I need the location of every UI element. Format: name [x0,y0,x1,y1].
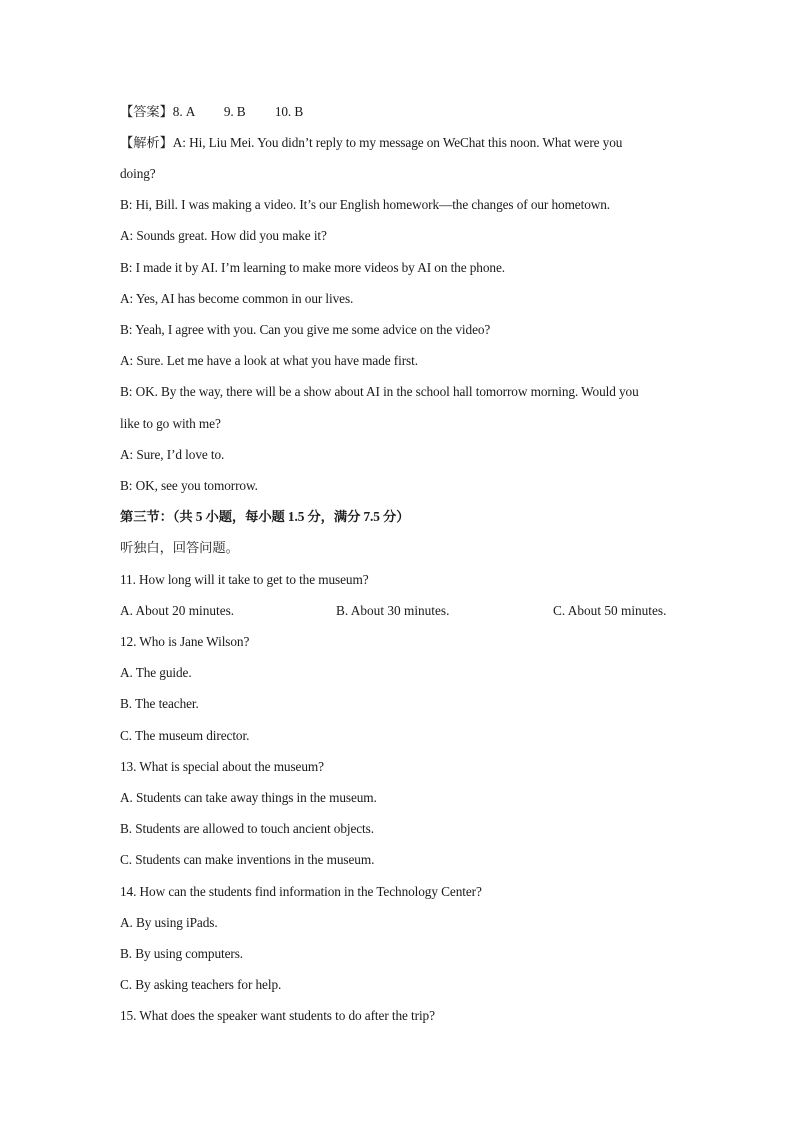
dialogue-line: doing? [120,166,156,181]
section-instruction: 听独白，回答问题。 [120,540,239,555]
option-b: B. About 30 minutes. [336,603,450,618]
option-c: C. The museum director. [120,728,250,743]
answer-item: 8. A [172,104,195,119]
dialogue-line: A: Hi, Liu Mei. You didn’t reply to my message on WeChat this noon. What were you [172,135,623,150]
option-a: A. Students can take away things in the museum. [120,790,377,805]
answer-item: 10. B [274,104,304,119]
option-b: B. By using computers. [120,946,244,961]
dialogue-line: A: Sounds great. How did you make it? [120,228,327,243]
option-b: B. Students are allowed to touch ancient objects. [120,821,374,836]
dialogue-line: B: OK, see you tomorrow. [120,478,258,493]
option-c: C. By asking teachers for help. [120,977,282,992]
dialogue-line: B: Hi, Bill. I was making a video. It’s our English homework—the changes of our hometown. [120,197,611,212]
analysis-label: 【解析】 [120,135,173,150]
dialogue-line: B: I made it by AI. I’m learning to make more videos by AI on the phone. [120,260,505,275]
question-text: 12. Who is Jane Wilson? [120,634,250,649]
question-text: 13. What is special about the museum? [120,759,324,774]
option-a: A. By using iPads. [120,915,218,930]
analysis-first-line [120,134,622,152]
option-a: A. The guide. [120,665,192,680]
answer-line [120,103,303,121]
answer-label: 【答案】 [120,104,173,119]
option-c: C. Students can make inventions in the museum. [120,852,375,867]
dialogue-line: like to go with me? [120,416,221,431]
dialogue-line: A: Sure. Let me have a look at what you have made first. [120,353,418,368]
question-text: 11. How long will it take to get to the museum? [120,572,369,587]
section-heading: 第三节：（共 5 小题，每小题 1.5 分，满分 7.5 分） [120,509,410,524]
dialogue-line: A: Sure, I’d love to. [120,447,225,462]
dialogue-line: B: OK. By the way, there will be a show about AI in the school hall tomorrow morning. Would you [120,384,639,399]
dialogue-line: A: Yes, AI has become common in our lives. [120,291,354,306]
option-c: C. About 50 minutes. [553,603,667,618]
option-b: B. The teacher. [120,696,199,711]
option-a: A. About 20 minutes. [120,603,235,618]
answer-item: 9. B [223,104,246,119]
dialogue-line: B: Yeah, I agree with you. Can you give me some advice on the video? [120,322,491,337]
question-text: 15. What does the speaker want students to do after the trip? [120,1008,435,1023]
question-text: 14. How can the students find information in the Technology Center? [120,884,482,899]
